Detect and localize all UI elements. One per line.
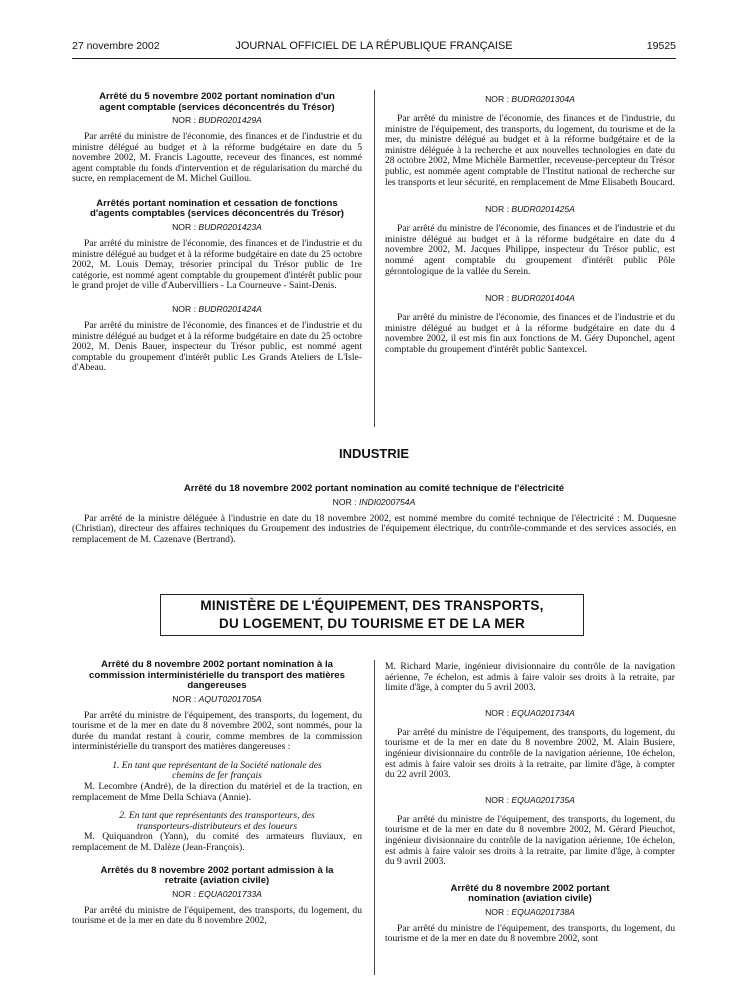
top-left-column: [72, 92, 362, 374]
article-body: Par arrêté du ministre de l'équipement, des transports, du logement, du tourisme et de la mer en date du 8 novembre 2002, M. Alain Busiere, ingénieur divisionnaire du contrôle de la navigation aérienne, 10e échelon, est admis à faire valoir ses droits à la retraite, par limite d'âge, à compter du 22 avril 2003.: [385, 726, 675, 781]
nor-line: NOR : EQUA0201738A: [485, 906, 575, 917]
nor-line: NOR : BUDR0201429A: [172, 115, 262, 125]
header-date: 27 novembre 2002: [72, 40, 160, 52]
column-divider: [374, 660, 375, 975]
nor-line: NOR : BUDR0201425A: [485, 204, 575, 215]
nor-line: NOR : BUDR0201424A: [172, 303, 262, 314]
nor-line: NOR : BUDR0201423A: [172, 221, 262, 232]
article-body: Par arrêté du ministre de l'équipement, des transports, du logement, du tourisme et de la mer en date du 8 novembre 2002,: [72, 904, 362, 927]
section-heading-industrie: INDUSTRIE: [338, 446, 410, 461]
article-title: Arrêtés du 8 novembre 2002 portant admission à la retraite (aviation civile): [100, 864, 334, 887]
article-body: Par arrêté du ministre de l'économie, des finances et de l'industrie et du ministre délégué au budget et à la réforme budgétaire en date du 4 novembre 2002, il est mis fin aux fonctions de M. Géry Duponchel, agent comptable du groupement d'intérêt public Santexcel.: [385, 312, 675, 355]
article-title: Arrêté du 18 novembre 2002 portant nomination au comité technique de l'électricité: [183, 483, 565, 494]
list-item-body: M. Quiquandron (Yann), du comité des armateurs fluviaux, en remplacement de M. Dalèze (Jean-François).: [72, 831, 362, 854]
nor-line: NOR : EQUA0201733A: [172, 888, 262, 899]
article-body: Par arrêté du ministre de l'économie, des finances et de l'industrie et du ministre délégué au budget et à la réforme budgétaire en date du 5 novembre 2002, M. Francis Lagoutte, receveur des finances, est nommé agent comptable du fonds d'intervention et de régularisation du marché du sucre, en remplacement de M. Michel Guillou.: [72, 131, 362, 185]
nor-line: NOR : INDI0200754A: [332, 496, 416, 507]
nor-line: NOR : AQUT0201705A: [172, 693, 262, 704]
article-title: Arrêté du 8 novembre 2002 portant nomination (aviation civile): [450, 882, 610, 905]
ministry-heading-box: [160, 594, 584, 636]
article-title: Arrêté du 5 novembre 2002 portant nomination d'un agent comptable (services déconcentrés du Trésor): [99, 91, 335, 113]
nor-line: NOR : BUDR0201304A: [485, 94, 575, 104]
article-body: Par arrêté du ministre de l'économie, des finances et de l'industrie, du ministre de l'équipement, des transports, du logement, du tourisme et de la mer, du ministre délégué au budget et à la réforme budgétaire et de la ministre déléguée à la recherche et aux nouvelles technologies en date du 28 octobre 2002, Mme Michèle Barmettler, receveuse-percepteur du Trésor public, est nommée agent comptable de l'Institut national de recherche sur les transports et leur sécurité, en remplacement de Mme Elisabeth Boucard.: [385, 113, 675, 188]
list-item-body: M. Lecombre (André), de la direction du matériel et de la traction, en remplacement de Mme Della Schiava (Annie).: [72, 781, 362, 803]
ministry-heading-line1: MINISTÈRE DE L'ÉQUIPEMENT, DES TRANSPORTS,: [200, 598, 544, 613]
article-title: Arrêté du 8 novembre 2002 portant nomination à la commission interministérielle du transport des matières dangereuses: [89, 659, 345, 691]
article-body: Par arrêté de la ministre déléguée à l'industrie en date du 18 novembre 2002, est nommé membre du comité technique de l'électricité : M. Duquesne (Christian), directeur des affaires techniques du Groupement des industries de l'équipement électrique, du contrôle-commande et des services associés, en remplacement de M. Cazenave (Bertrand).: [72, 512, 676, 545]
article-body: Par arrêté du ministre de l'économie, des finances et de l'industrie et du ministre délégué au budget et à la réforme budgétaire en date du 4 novembre 2002, M. Jacques Philippe, inspecteur du Trésor public, est nommé agent comptable du groupement d'intérêt public Pôle gérontologique de la vallée du Serein.: [385, 223, 675, 277]
article-body: Par arrêté du ministre de l'économie, des finances et de l'industrie et du ministre délégué au budget et à la réforme budgétaire en date du 25 octobre 2002, M. Louis Demay, trésorier principal du Trésor public de 1re catégorie, est nommé agent comptable du groupement d'intérêt public pour le grand projet de ville d'Aubervilliers - La Courneuve - Saint-Denis.: [72, 237, 362, 292]
nor-line: NOR : EQUA0201735A: [485, 794, 575, 805]
bottom-left-column: [72, 660, 362, 927]
column-divider: [374, 90, 375, 427]
list-item-heading: 1. En tant que représentant de la Société nationale des chemins de fer français: [112, 759, 322, 782]
article-body: Par arrêté du ministre de l'équipement, des transports, du logement, du tourisme et de la mer en date du 8 novembre 2002, sont: [385, 922, 675, 945]
header-page-number: 19525: [646, 40, 676, 52]
bottom-right-column: [385, 662, 675, 945]
article-body: Par arrêté du ministre de l'équipement, des transports, du logement, du tourisme et de la mer en date du 8 novembre 2002, M. Gérard Pieuchot, ingénieur divisionnaire du contrôle de la navigation aérienne, 10e échelon, est admis à faire valoir ses droits à la retraite, par limite d'âge, à compter du 9 avril 2003.: [385, 813, 675, 868]
top-right-column: [385, 92, 675, 356]
list-item-heading: 2. En tant que représentants des transporteurs, des transporteurs-distributeurs et des loueurs: [119, 810, 315, 832]
nor-line: NOR : EQUA0201734A: [485, 707, 575, 718]
article-body: Par arrêté du ministre de l'équipement, des transports, du logement, du tourisme et de la mer en date du 8 novembre 2002, sont nommés, pour la durée du mandat restant à courir, comme membres de la commission interministérielle du transport des matières dangereuses :: [72, 709, 362, 753]
industrie-section: [72, 484, 676, 545]
page-header: [72, 40, 676, 54]
header-journal-title: JOURNAL OFFICIEL DE LA RÉPUBLIQUE FRANÇAISE: [235, 40, 513, 52]
header-rule: [72, 58, 676, 59]
article-title: Arrêtés portant nomination et cessation de fonctions d'agents comptables (services déconcentrés du Trésor): [90, 197, 344, 220]
nor-line: NOR : BUDR0201404A: [485, 293, 575, 304]
article-body-continued: M. Richard Marie, ingénieur divisionnaire du contrôle de la navigation aérienne, 7e échelon, est admis à faire valoir ses droits à la retraite, par limite d'âge, à compter du 5 avril 2003.: [385, 661, 675, 694]
ministry-heading-line2: DU LOGEMENT, DU TOURISME ET DE LA MER: [219, 616, 525, 631]
article-body: Par arrêté du ministre de l'économie, des finances et de l'industrie et du ministre délégué au budget et à la réforme budgétaire en date du 25 octobre 2002, M. Denis Bauer, inspecteur du Trésor public, est nommé agent comptable du groupement d'intérêt public Les Grands Ateliers de L'Isle-d'Abeau.: [72, 319, 362, 374]
